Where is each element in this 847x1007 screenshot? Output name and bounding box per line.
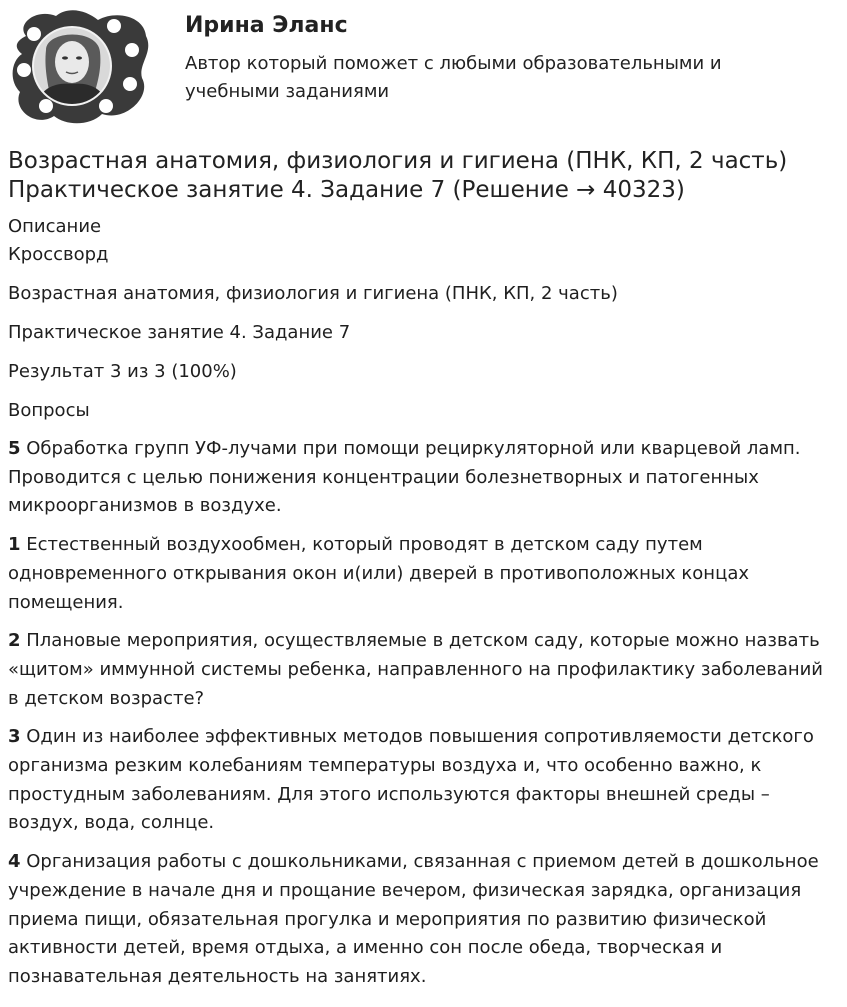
author-avatar[interactable] bbox=[6, 6, 152, 128]
page-title-line-1: Возрастная анатомия, физиология и гигиена (ПНК, КП, 2 часть) bbox=[8, 148, 788, 174]
subject-text: Возрастная анатомия, физиология и гигиена (ПНК, КП, 2 часть) bbox=[8, 283, 618, 304]
description-label: Описание bbox=[8, 216, 102, 237]
question-number: 3 bbox=[8, 726, 21, 748]
question-text: Один из наиболее эффективных методов повышения сопротивляемости детского организма резким колебаниям температуры воздуха и, что особенно важно, к простудным заболеваниям. Для этого используются факторы внешней среды – воздух, вода, солнце. bbox=[8, 726, 814, 834]
question-number: 4 bbox=[8, 851, 21, 873]
question-item bbox=[8, 627, 838, 713]
question-item bbox=[8, 723, 838, 838]
result-text: Результат 3 из 3 (100%) bbox=[8, 361, 237, 382]
question-item bbox=[8, 848, 838, 992]
question-item bbox=[8, 531, 838, 617]
question-text: Естественный воздухообмен, который проводят в детском саду путем одновременного открывания окон и(или) дверей в противоположных концах помещения. bbox=[8, 534, 750, 613]
question-text: Организация работы с дошкольниками, связанная с приемом детей в дошкольное учреждение в начале дня и прощание вечером, физическая зарядка, организация приема пищи, обязательная прогулка и мероприятия по развитию физической активности детей, время отдыха, а именно сон после обеда, творческая и познавательная деятельность на занятиях. bbox=[8, 851, 819, 987]
document-content bbox=[8, 147, 838, 992]
page-title bbox=[8, 147, 838, 205]
page-title-line-2: Практическое занятие 4. Задание 7 (Решение → 40323) bbox=[8, 177, 685, 203]
author-description: Автор который поможет с любыми образовательными и учебными заданиями bbox=[185, 53, 722, 102]
question-item bbox=[8, 435, 838, 521]
assignment-text: Практическое занятие 4. Задание 7 bbox=[8, 322, 351, 343]
question-number: 1 bbox=[8, 534, 21, 556]
film-reel-avatar-icon bbox=[6, 6, 152, 128]
question-text: Обработка групп УФ-лучами при помощи рециркуляторной или кварцевой ламп. Проводится с целью понижения концентрации болезнетворных и патогенных микроорганизмов в воздухе. bbox=[8, 438, 801, 517]
questions-label: Вопросы bbox=[8, 400, 90, 421]
question-number: 5 bbox=[8, 438, 21, 459]
author-header bbox=[0, 0, 847, 140]
assignment-type: Кроссворд bbox=[8, 244, 109, 265]
question-text: Плановые мероприятия, осуществляемые в детском саду, которые можно назвать «щитом» иммунной системы ребенка, направленного на профилактику заболеваний в детском возрасте? bbox=[8, 630, 824, 709]
author-name[interactable]: Ирина Эланс bbox=[185, 13, 348, 38]
question-number: 2 bbox=[8, 630, 21, 652]
